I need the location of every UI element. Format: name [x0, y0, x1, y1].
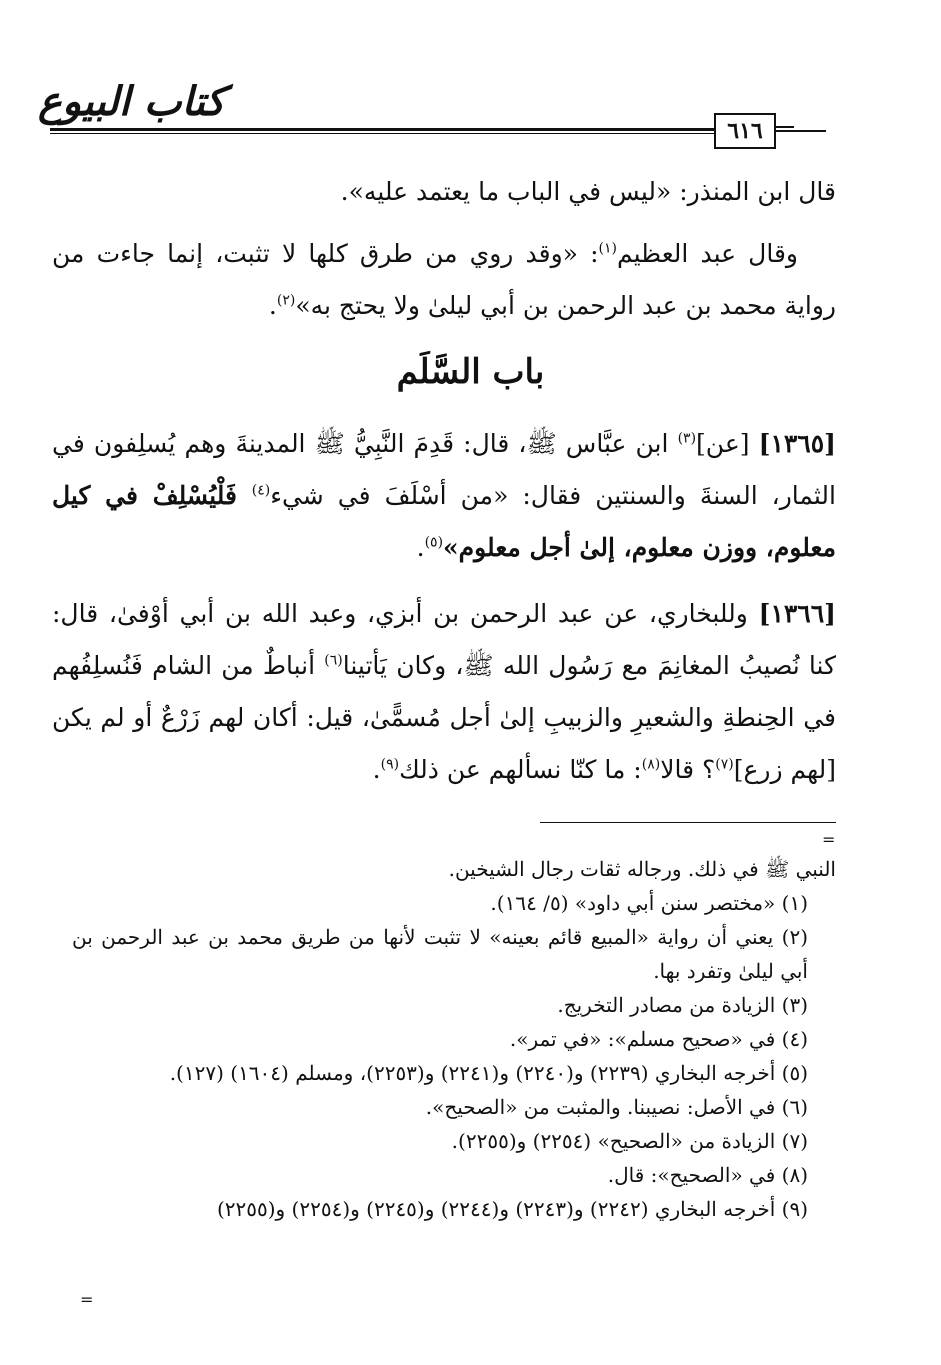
footnote-1: (١) «مختصر سنن أبي داود» (٥/ ١٦٤).	[490, 891, 808, 915]
hadith-text: ابن عبَّاس ﷺ، قال: قَدِمَ النَّبِيُّ ﷺ المدينةَ وهم يُسلِفون في الثمار، السنةَ والسنتين فقال: «من أسْلَفَ في شيء	[52, 429, 836, 510]
header-right-rule-short	[776, 126, 794, 128]
paragraph-text: .	[268, 291, 277, 320]
footnote-ref: (٥)	[424, 534, 444, 551]
paragraph-text: وقال عبد العظيم	[617, 239, 798, 268]
footnote-5: (٥) أخرجه البخاري (٢٢٣٩) و(٢٢٤٠) و(٢٢٤١) و(٢٢٥٣)، ومسلم (١٦٠٤) (١٢٧).	[169, 1061, 808, 1085]
footnote-ref: (٧)	[715, 756, 734, 773]
footnote-ref: (٤)	[251, 482, 271, 499]
hadith-1366	[52, 588, 836, 796]
hadith-number: [١٣٦٥]	[758, 429, 836, 458]
hadith-1365	[52, 418, 836, 574]
hadith-text-bold: فَلْيُسْلِفْ في كيل معلوم، ووزن معلوم، إلىٰ أجل معلوم»	[52, 481, 836, 562]
footnote-continues-marker: =	[80, 1290, 94, 1309]
footnote-ref: (٦)	[324, 652, 343, 669]
footnote-ref: (٢)	[276, 292, 296, 309]
footnote-ref: (٨)	[641, 756, 661, 773]
header-rule-thin	[50, 133, 714, 134]
footnote-2: (٢) يعني أن رواية «المبيع قائم بعينه» لا تثبت لأنها من طريق محمد بن عبد الرحمن بن أبي ليلىٰ وتفرد بها.	[72, 925, 808, 983]
hadith-text: وللبخاري، عن عبد الرحمن بن أبزي، وعبد الله بن أبي أوْفىٰ، قال: كنا نُصيبُ المغانِمَ مع رَسُول الله ﷺ، وكان يَأتينا	[52, 599, 836, 680]
hadith-number: [١٣٦٦]	[758, 599, 836, 628]
footnote-6: (٦) في الأصل: نصيبنا. والمثبت من «الصحيح».	[425, 1095, 808, 1119]
paragraph-text: : «وقد روي من طرق كلها لا تثبت، إنما جاءت من رواية محمد بن عبد الرحمن بن أبي ليلىٰ ولا يحتج به»	[52, 239, 836, 320]
hadith-text: .	[372, 755, 381, 784]
paragraph-abd-al-azim	[52, 228, 836, 332]
footnote-8: (٨) في «الصحيح»: قال.	[607, 1163, 808, 1187]
page-number: ٦١٦	[714, 113, 776, 149]
footnotes	[72, 852, 836, 1226]
header-right-rule	[776, 130, 826, 132]
footnote-7: (٧) الزيادة من «الصحيح» (٢٢٥٤) و(٢٢٥٥).	[451, 1129, 808, 1153]
footnote-ref: (٣)	[677, 430, 697, 447]
running-header-title: كتاب البيوع	[38, 78, 225, 125]
header-rule	[50, 128, 714, 131]
section-heading: باب السَّلَم	[396, 352, 545, 392]
footnote-continued-marker: =	[822, 830, 836, 849]
footnote-ref: (٩)	[380, 756, 400, 773]
footnote-carry-over: النبي ﷺ في ذلك. ورجاله ثقات رجال الشيخين.	[448, 857, 836, 881]
footnote-4: (٤) في «صحيح مسلم»: «في تمر».	[509, 1027, 808, 1051]
hadith-text: .	[416, 533, 425, 562]
footnote-ref: (١)	[598, 240, 617, 257]
hadith-text: ؟ قالا	[660, 755, 716, 784]
hadith-text: [عن]	[696, 429, 759, 458]
hadith-text: أنباطٌ من الشام فَنُسلِفُهم في الحِنطةِ والشعيرِ والزبيبِ إلىٰ أجل مُسمًّىٰ، قيل: أكان لهم زَرْعٌ أو لم يكن [لهم زرع]	[52, 651, 836, 784]
footnote-3: (٣) الزيادة من مصادر التخريج.	[557, 993, 808, 1017]
hadith-text: : ما كنّا نسألهم عن ذلك	[399, 755, 642, 784]
footnote-separator	[540, 822, 836, 823]
paragraph-ibn-mundhir: قال ابن المنذر: «ليس في الباب ما يعتمد عليه».	[340, 177, 836, 206]
footnote-9: (٩) أخرجه البخاري (٢٢٤٢) و(٢٢٤٣) و(٢٢٤٤) و(٢٢٤٥) و(٢٢٥٤) و(٢٢٥٥)	[216, 1197, 808, 1221]
